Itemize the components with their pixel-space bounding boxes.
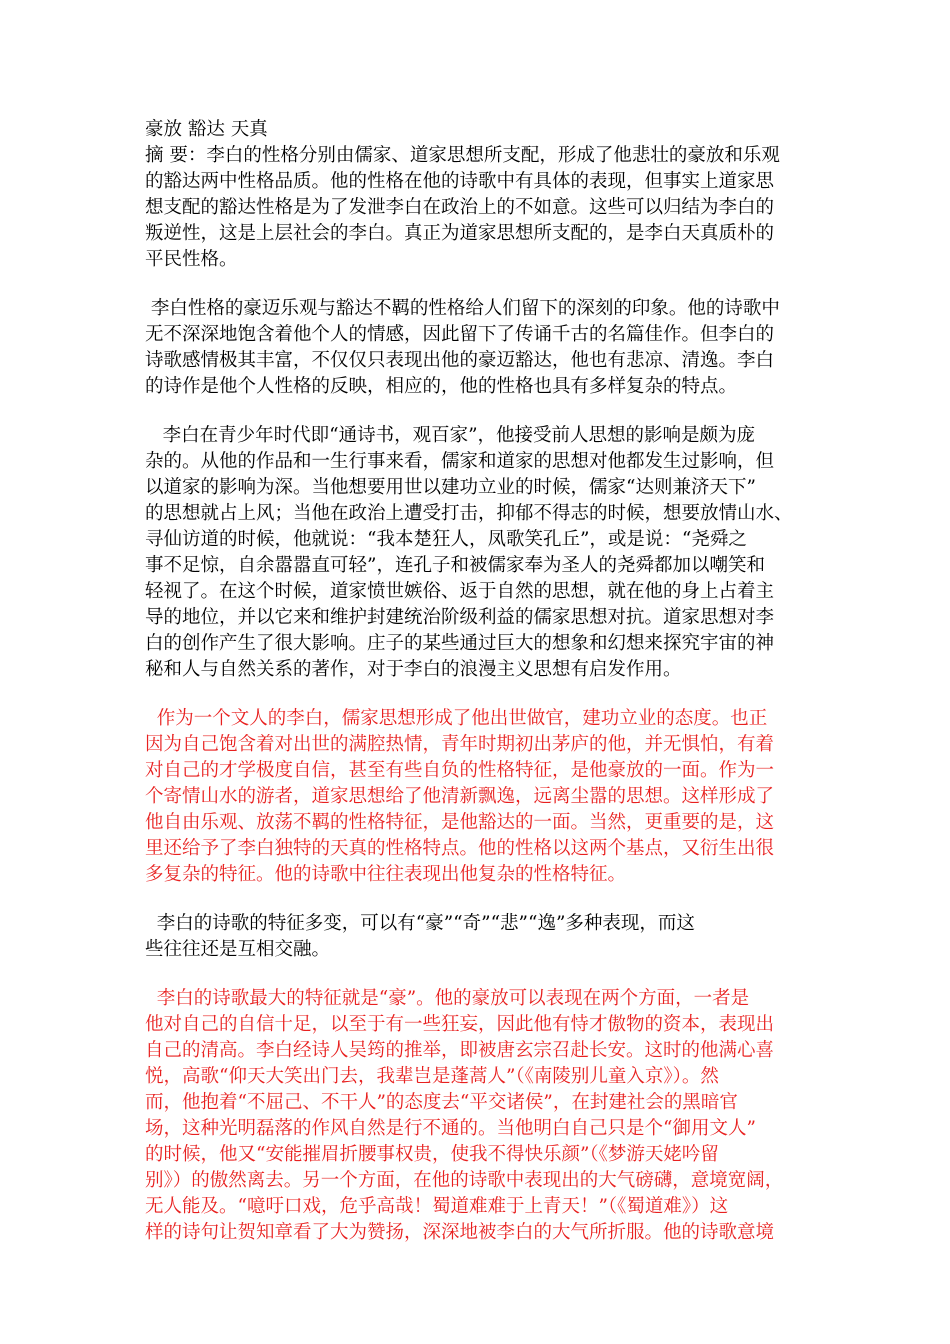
paragraph-line: 而，他抱着“不屈己、不干人”的态度去“平交诸侯”，在封建社会的黑暗官 bbox=[145, 1092, 738, 1113]
paragraph-line: 无不深深地饱含着他个人的情感，因此留下了传诵千古的名篇佳作。但李白的 bbox=[145, 324, 775, 345]
paragraph-line: 无人能及。“噫吁口戏，危乎高哉！蜀道难难于上青天！”（《蜀道难》）这 bbox=[145, 1196, 729, 1217]
paragraph-line: 杂的。从他的作品和一生行事来看，儒家和道家的思想对他都发生过影响，但 bbox=[145, 451, 775, 472]
paragraph-line: 自己的清高。李白经诗人吴筠的推举，即被唐玄宗召赴长安。这时的他满心喜 bbox=[145, 1040, 775, 1061]
abstract-line: 想支配的豁达性格是为了发泄李白在政治上的不如意。这些可以归结为李白的 bbox=[145, 197, 775, 218]
abstract-line: 叛逆性，这是上层社会的李白。真正为道家思想所支配的，是李白天真质朴的 bbox=[145, 223, 775, 244]
paragraph-line: 多复杂的特征。他的诗歌中往往表现出他复杂的性格特征。 bbox=[145, 864, 627, 885]
abstract-line: 平民性格。 bbox=[145, 249, 238, 270]
paragraph-line: 秘和人与自然关系的著作，对于李白的浪漫主义思想有启发作用。 bbox=[145, 659, 682, 680]
paragraph-line: 他自由乐观、放荡不羁的性格特征，是他豁达的一面。当然，更重要的是，这 bbox=[145, 812, 775, 833]
paragraph-line: 李白性格的豪迈乐观与豁达不羁的性格给人们留下的深刻的印象。他的诗歌中 bbox=[145, 298, 780, 319]
document-title: 豪放 豁达 天真 bbox=[145, 119, 268, 140]
paragraph-line: 诗歌感情极其丰富，不仅仅只表现出他的豪迈豁达，他也有悲凉、清逸。李白 bbox=[145, 350, 775, 371]
paragraph-line: 李白在青少年时代即“通诗书，观百家”，他接受前人思想的影响是颇为庞 bbox=[145, 425, 756, 446]
paragraph-line: 轻视了。在这个时候，道家愤世嫉俗、返于自然的思想，就在他的身上占着主 bbox=[145, 581, 775, 602]
paragraph-line: 里还给予了李白独特的天真的性格特点。他的性格以这两个基点，又衍生出很 bbox=[145, 838, 775, 859]
paragraph-line: 以道家的影响为深。当他想要用世以建功立业的时候，儒家“达则兼济天下” bbox=[145, 477, 756, 498]
paragraph-line: 的诗作是他个人性格的反映，相应的，他的性格也具有多样复杂的特点。 bbox=[145, 376, 738, 397]
paragraph-line: 白的创作产生了很大影响。庄子的某些通过巨大的想象和幻想来探究宇宙的神 bbox=[145, 633, 775, 654]
paragraph-line: 对自己的才学极度自信，甚至有些自负的性格特征，是他豪放的一面。作为一 bbox=[145, 760, 775, 781]
paragraph-line: 李白的诗歌最大的特征就是“豪”。他的豪放可以表现在两个方面，一者是 bbox=[145, 988, 750, 1009]
paragraph-line: 些往往还是互相交融。 bbox=[145, 939, 331, 960]
paragraph-line: 别》）的傲然离去。另一个方面，在他的诗歌中表现出的大气磅礴，意境宽阔， bbox=[145, 1170, 784, 1191]
paragraph-line: 场，这种光明磊落的作风自然是行不通的。当他明白自己只是个“御用文人” bbox=[145, 1118, 756, 1139]
paragraph-line: 的思想就占上风；当他在政治上遭受打击，抑郁不得志的时候，想要放情山水、 bbox=[145, 503, 793, 524]
paragraph-line: 他对自己的自信十足，以至于有一些狂妄，因此他有恃才傲物的资本，表现出 bbox=[145, 1014, 775, 1035]
paragraph-line: 的时候，他又“安能摧眉折腰事权贵，使我不得快乐颜”（《梦游天姥吟留 bbox=[145, 1144, 719, 1165]
paragraph-line: 作为一个文人的李白，儒家思想形成了他出世做官，建功立业的态度。也正 bbox=[145, 708, 768, 729]
paragraph-line: 导的地位，并以它来和维护封建统治阶级利益的儒家思想对抗。道家思想对李 bbox=[145, 607, 775, 628]
paragraph-line: 寻仙访道的时候，他就说：“我本楚狂人，凤歌笑孔丘”，或是说：“尧舜之 bbox=[145, 529, 747, 550]
paragraph-line: 悦，高歌“仰天大笑出门去，我辈岂是蓬蒿人”（《南陵别儿童入京》）。然 bbox=[145, 1066, 719, 1087]
abstract-line: 的豁达两中性格品质。他的性格在他的诗歌中有具体的表现，但事实上道家思 bbox=[145, 171, 775, 192]
paragraph-line: 事不足惊，自余嚣嚣直可轻”，连孔子和被儒家奉为圣人的尧舜都加以嘲笑和 bbox=[145, 555, 765, 576]
paragraph-line: 因为自己饱含着对出世的满腔热情，青年时期初出茅庐的他，并无惧怕，有着 bbox=[145, 734, 775, 755]
paragraph-line: 样的诗句让贺知章看了大为赞扬，深深地被李白的大气所折服。他的诗歌意境 bbox=[145, 1222, 775, 1243]
abstract-line: 摘 要：李白的性格分别由儒家、道家思想所支配，形成了他悲壮的豪放和乐观 bbox=[145, 145, 780, 166]
paragraph-line: 李白的诗歌的特征多变，可以有“豪”“奇”“悲”“逸”多种表现，而这 bbox=[145, 913, 695, 934]
paragraph-line: 个寄情山水的游者，道家思想给了他清新飘逸，远离尘嚣的思想。这样形成了 bbox=[145, 786, 775, 807]
